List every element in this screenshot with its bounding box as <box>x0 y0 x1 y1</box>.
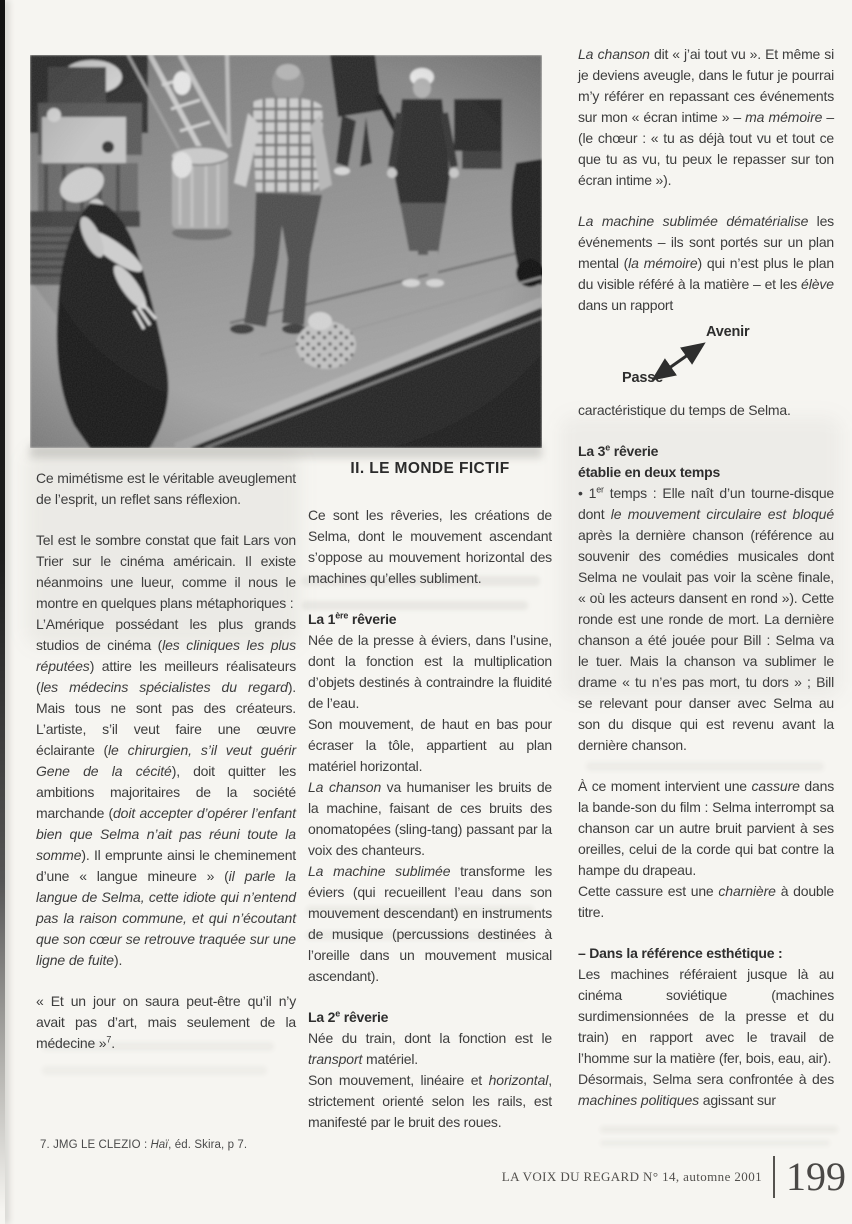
film-still-image <box>30 55 542 448</box>
section-heading: établie en deux temps <box>578 464 721 480</box>
column-right <box>578 44 834 1111</box>
paragraph: Née du train, dont la fonction est le transport matériel. <box>308 1030 552 1067</box>
paragraph: 7. JMG LE CLEZIO : Haï, éd. Skira, p 7. <box>40 1139 248 1151</box>
section-heading: La 1ère rêverie <box>308 610 397 627</box>
paragraph: L’Amérique possédant les plus grands studios de cinéma (les cliniques les plus réputées) attire les meilleurs réalisateurs (les médecins spécialistes du regard). Mais tous ne sont pas des créateurs. L’artiste, s’il veut faire une œuvre éclairante (le chirurgien, s’il veut guérir Gene de la cécité), doit quitter les ambitions majoritaires de la société marchande (doit accepter d’opérer l’enfant bien que Selma n’ait pas réuni toute la somme). Il emprunte ainsi le cheminement d’une « langue mineure » (il parle la langue de Selma, cette idiote qui n’entend pas la raison commune, et qui n’écoutant que son cœur se retrouve traquée sur une ligne de fuite). <box>36 616 297 968</box>
book-spine-shadow <box>0 0 5 1224</box>
paragraph: « Et un jour on saura peut-être qu’il n’y avait pas d’art, mais seulement de la médecine »$^7$. <box>36 993 296 1051</box>
right-column-top <box>578 44 834 316</box>
footnote <box>40 1138 340 1153</box>
section-heading: – Dans la référence esthétique : <box>578 945 783 961</box>
paragraph: Ce sont les rêveries, les créations de Selma, dont le mouvement ascendant s’oppose au mouvement horizontal des machines qu’elles subliment. <box>308 507 552 586</box>
factory-scene-illustration <box>30 55 542 448</box>
section-heading: La 3e rêverie <box>578 442 659 459</box>
paragraph: Née de la presse à éviers, dans l’usine, dont la fonction est la multiplication d’objets destinés à contraindre la fluidité de l’eau. <box>308 632 552 711</box>
paragraph: • 1er temps : Elle naît d’un tourne-disque dont le mouvement circulaire est bloqué après la dernière chanson (référence au souvenir des comédies musicales dont Selma ne voulait pas voir la scène finale, « où les acteurs dansent en rond »). Cette ronde est une ronde de mort. La dernière chanson a été jouée pour Bill : Selma va le tuer. Mais la chanson va sublimer le drame « tu n’es pas mort, tu dors » ; Bill se relevant pour danser avec Selma au son du disque qui est revenu avant la dernière chanson. <box>578 484 835 753</box>
scan-artifact <box>600 1126 838 1133</box>
future-label: Avenir <box>706 324 750 340</box>
right-column-bottom <box>578 400 834 1111</box>
page-number: 199 <box>786 1154 846 1199</box>
paragraph: La machine sublimée transforme les éviers (qui recueillent l’eau dans son mouvement descendant) en instruments de musique (percussions destinées à l’oreille dans un mouvement musical ascendant). <box>308 863 552 984</box>
paragraph: La chanson dit « j’ai tout vu ». Et même si je deviens aveugle, dans le futur je pourrai m’y référer en repassant ces événements sur mon « écran intime » – ma mémoire – (le chœur : « tu as déjà tout vu et tout ce que tu as vu, tu peux le repasser sur ton écran intime »). <box>578 46 834 188</box>
past-label: Passé <box>622 370 663 386</box>
scan-artifact <box>42 1066 267 1075</box>
paragraph: Son mouvement, linéaire et horizontal, strictement orienté selon les rails, est manifesté par le bruit des roues. <box>308 1072 552 1130</box>
section-heading: La 2e rêverie <box>308 1008 389 1025</box>
paragraph: À ce moment intervient une cassure dans la bande-son du film : Selma interrompt sa chanson car un autre bruit parvient à ses oreilles, celui de la corde qui bat contre la hampe du drapeau. <box>578 778 834 878</box>
paragraph: Désormais, Selma sera confrontée à des machines politiques agissant sur <box>578 1071 834 1108</box>
column-middle <box>308 452 552 1133</box>
scan-artifact <box>600 1140 830 1146</box>
paragraph: Ce mimétisme est le véritable aveuglement de l’esprit, un reflet sans réflexion. <box>36 470 296 507</box>
section-heading: II. LE MONDE FICTIF <box>350 460 510 477</box>
paragraph: La machine sublimée dématérialise les événements – ils sont portés sur un plan mental (la mémoire) qui n’est plus le plan du visible référé à la matière – et les élève dans un rapport <box>578 213 834 313</box>
page-footer <box>0 1156 846 1198</box>
footer-divider <box>773 1156 775 1198</box>
paragraph: La chanson va humaniser les bruits de la machine, faisant de ces bruits des onomatopées (sling-tang) passant par la voix des chanteurs. <box>308 779 552 858</box>
paragraph: Son mouvement, de haut en bas pour écraser la tôle, appartient au plan matériel horizontal. <box>308 716 552 774</box>
column-left <box>36 468 296 1054</box>
journal-title: LA VOIX DU REGARD N° 14, automne 2001 <box>501 1169 762 1184</box>
paragraph: caractéristique du temps de Selma. <box>578 402 791 418</box>
paragraph: Cette cassure est une charnière à double titre. <box>578 883 834 920</box>
paragraph: Les machines référaient jusque là au cinéma soviétique (machines surdimensionnées de la presse et du train) en rapport avec le travail de l’homme sur la matière (fer, bois, eau, air). <box>578 966 834 1066</box>
time-axis-diagram <box>578 320 834 400</box>
paragraph: Tel est le sombre constat que fait Lars von Trier sur le cinéma américain. Il existe néanmoins une lueur, comme il nous le montre en quelques plans métaphoriques : <box>36 532 296 611</box>
